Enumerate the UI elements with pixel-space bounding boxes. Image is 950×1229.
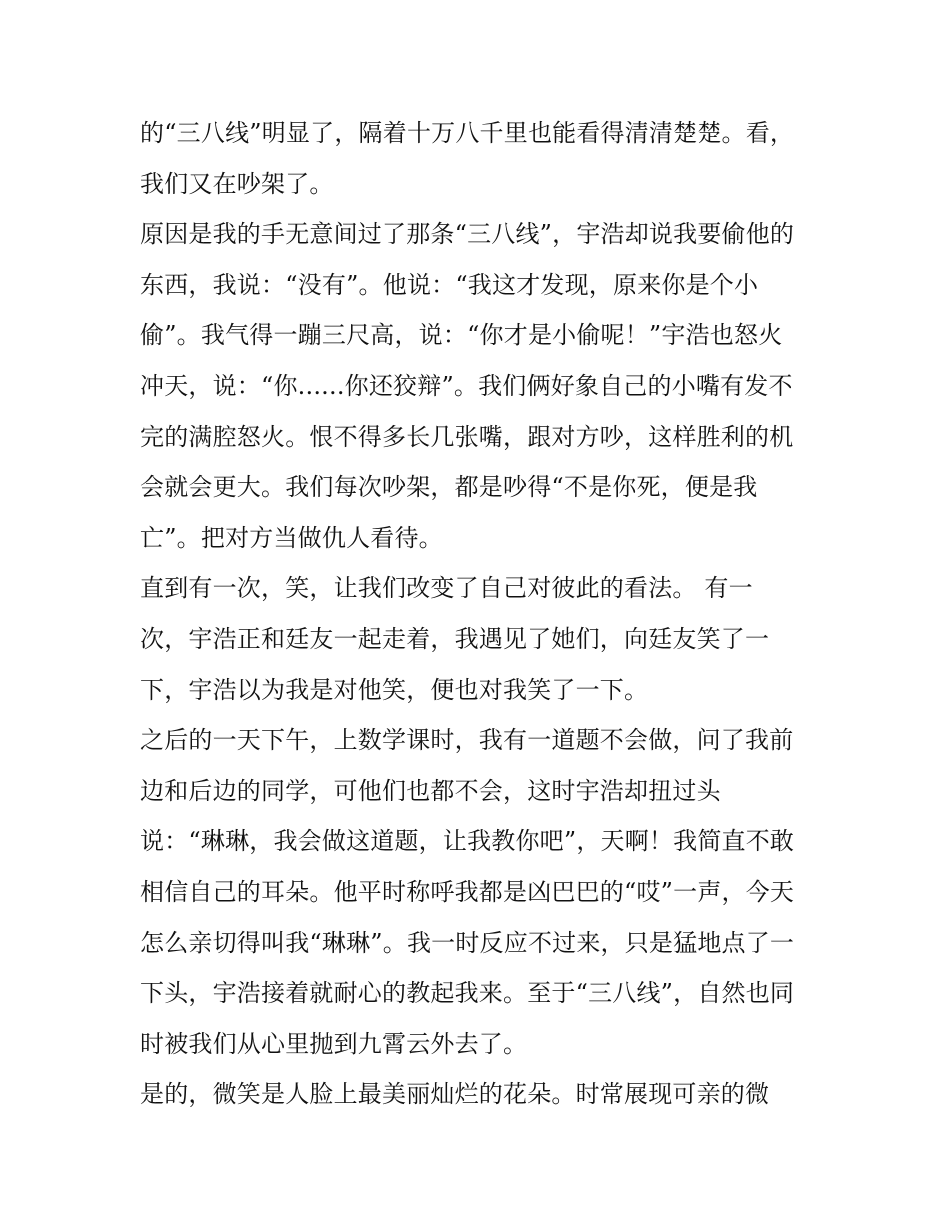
text-line: 之后的一天下午，上数学课时，我有一道题不会做，问了我前	[140, 726, 794, 755]
text-line: 边和后边的同学，可他们也都不会，这时宇浩却扭过头	[140, 776, 721, 805]
text-line: 直到有一次，笑，让我们改变了自己对彼此的看法。 有一	[140, 574, 753, 603]
text-line: 偷”。我气得一蹦三尺高，说：“你才是小偷呢！”宇浩也怒火	[140, 321, 783, 350]
text-line: 时被我们从心里抛到九霄云外去了。	[140, 1029, 528, 1058]
text-line: 我们又在吵架了。	[140, 169, 334, 198]
text-line: 次，宇浩正和廷友一起走着，我遇见了她们，向廷友笑了一	[140, 624, 770, 653]
text-line: 会就会更大。我们每次吵架，都是吵得“不是你死，便是我	[140, 473, 758, 502]
text-line: 怎么亲切得叫我“琳琳”。我一时反应不过来，只是猛地点了一	[140, 928, 795, 957]
text-line: 是的，微笑是人脸上最美丽灿烂的花朵。时常展现可亲的微	[140, 1080, 770, 1109]
body-text	[140, 108, 820, 1120]
text-line: 冲天，说：“你......你还狡辩”。我们俩好象自己的小嘴有发不	[140, 371, 793, 400]
text-line: 东西，我说：“没有”。他说：“我这才发现，原来你是个小	[140, 270, 759, 299]
text-line: 相信自己的耳朵。他平时称呼我都是凶巴巴的“哎”一声，今天	[140, 877, 795, 906]
text-line: 说：“琳琳，我会做这道题，让我教你吧”，天啊！我简直不敢	[140, 827, 795, 856]
text-line: 下，宇浩以为我是对他笑，便也对我笑了一下。	[140, 675, 649, 704]
text-line: 下头，宇浩接着就耐心的教起我来。至于“三八线”，自然也同	[140, 979, 795, 1008]
text-line: 原因是我的手无意间过了那条“三八线”，宇浩却说我要偷他的	[140, 220, 795, 249]
text-line: 的“三八线”明显了，隔着十万八千里也能看得清清楚楚。看，	[140, 119, 795, 147]
text-line: 亡”。把对方当做仇人看待。	[140, 523, 443, 552]
text-line: 完的满腔怒火。恨不得多长几张嘴，跟对方吵，这样胜利的机	[140, 422, 794, 451]
